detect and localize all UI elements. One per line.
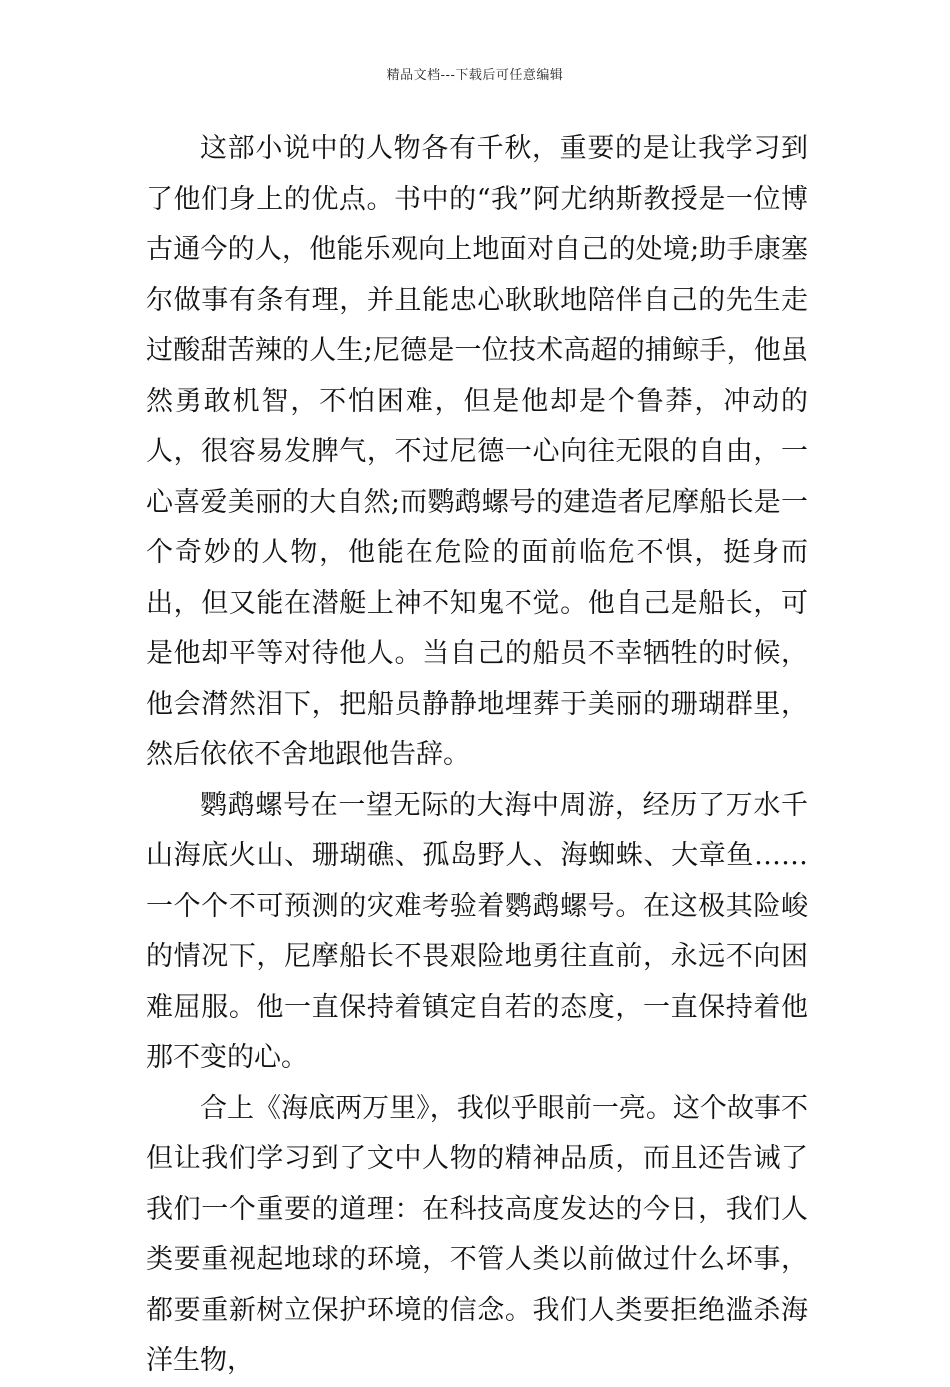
document-body: [146, 124, 808, 1387]
page-header: 精品文档---下载后可任意编辑: [386, 68, 564, 83]
paragraph-characters: 这部小说中的人物各有千秋，重要的是让我学习到了他们身上的优点。书中的“我”阿尤纳斯教授是一位博古通今的人，他能乐观向上地面对自己的处境;助手康塞尔做事有条有理，并且能忠心耿耿地陪伴自己的先生走过酸甜苦辣的人生;尼德是一位技术高超的捕鲸手，他虽然勇敢机智，不怕困难，但是他却是个鲁莽，冲动的人，很容易发脾气，不过尼德一心向往无限的自由，一心喜爱美丽的大自然;而鹦鹉螺号的建造者尼摩船长是一个奇妙的人物，他能在危险的面前临危不惧，挺身而出，但又能在潜艇上神不知鬼不觉。他自己是船长，可是他却平等对待他人。当自己的船员不幸牺牲的时候，他会潸然泪下，把船员静静地埋葬于美丽的珊瑚群里，然后依依不舍地跟他告辞。: [146, 133, 808, 770]
paragraph-voyage: 鹦鹉螺号在一望无际的大海中周游，经历了万水千山海底火山、珊瑚礁、孤岛野人、海蜘蛛、大章鱼……一个个不可预测的灾难考验着鹦鹉螺号。在这极其险峻的情况下，尼摩船长不畏艰险地勇往直前，永远不向困难屈服。他一直保持着镇定自若的态度，一直保持着他那不变的心。: [146, 789, 808, 1073]
paragraph-reflection: 合上《海底两万里》，我似乎眼前一亮。这个故事不但让我们学习到了文中人物的精神品质，而且还告诫了我们一个重要的道理：在科技高度发达的今日，我们人类要重视起地球的环境，不管人类以前做过什么坏事，都要重新树立保护环境的信念。我们人类要拒绝滥杀海洋生物，: [146, 1092, 808, 1376]
